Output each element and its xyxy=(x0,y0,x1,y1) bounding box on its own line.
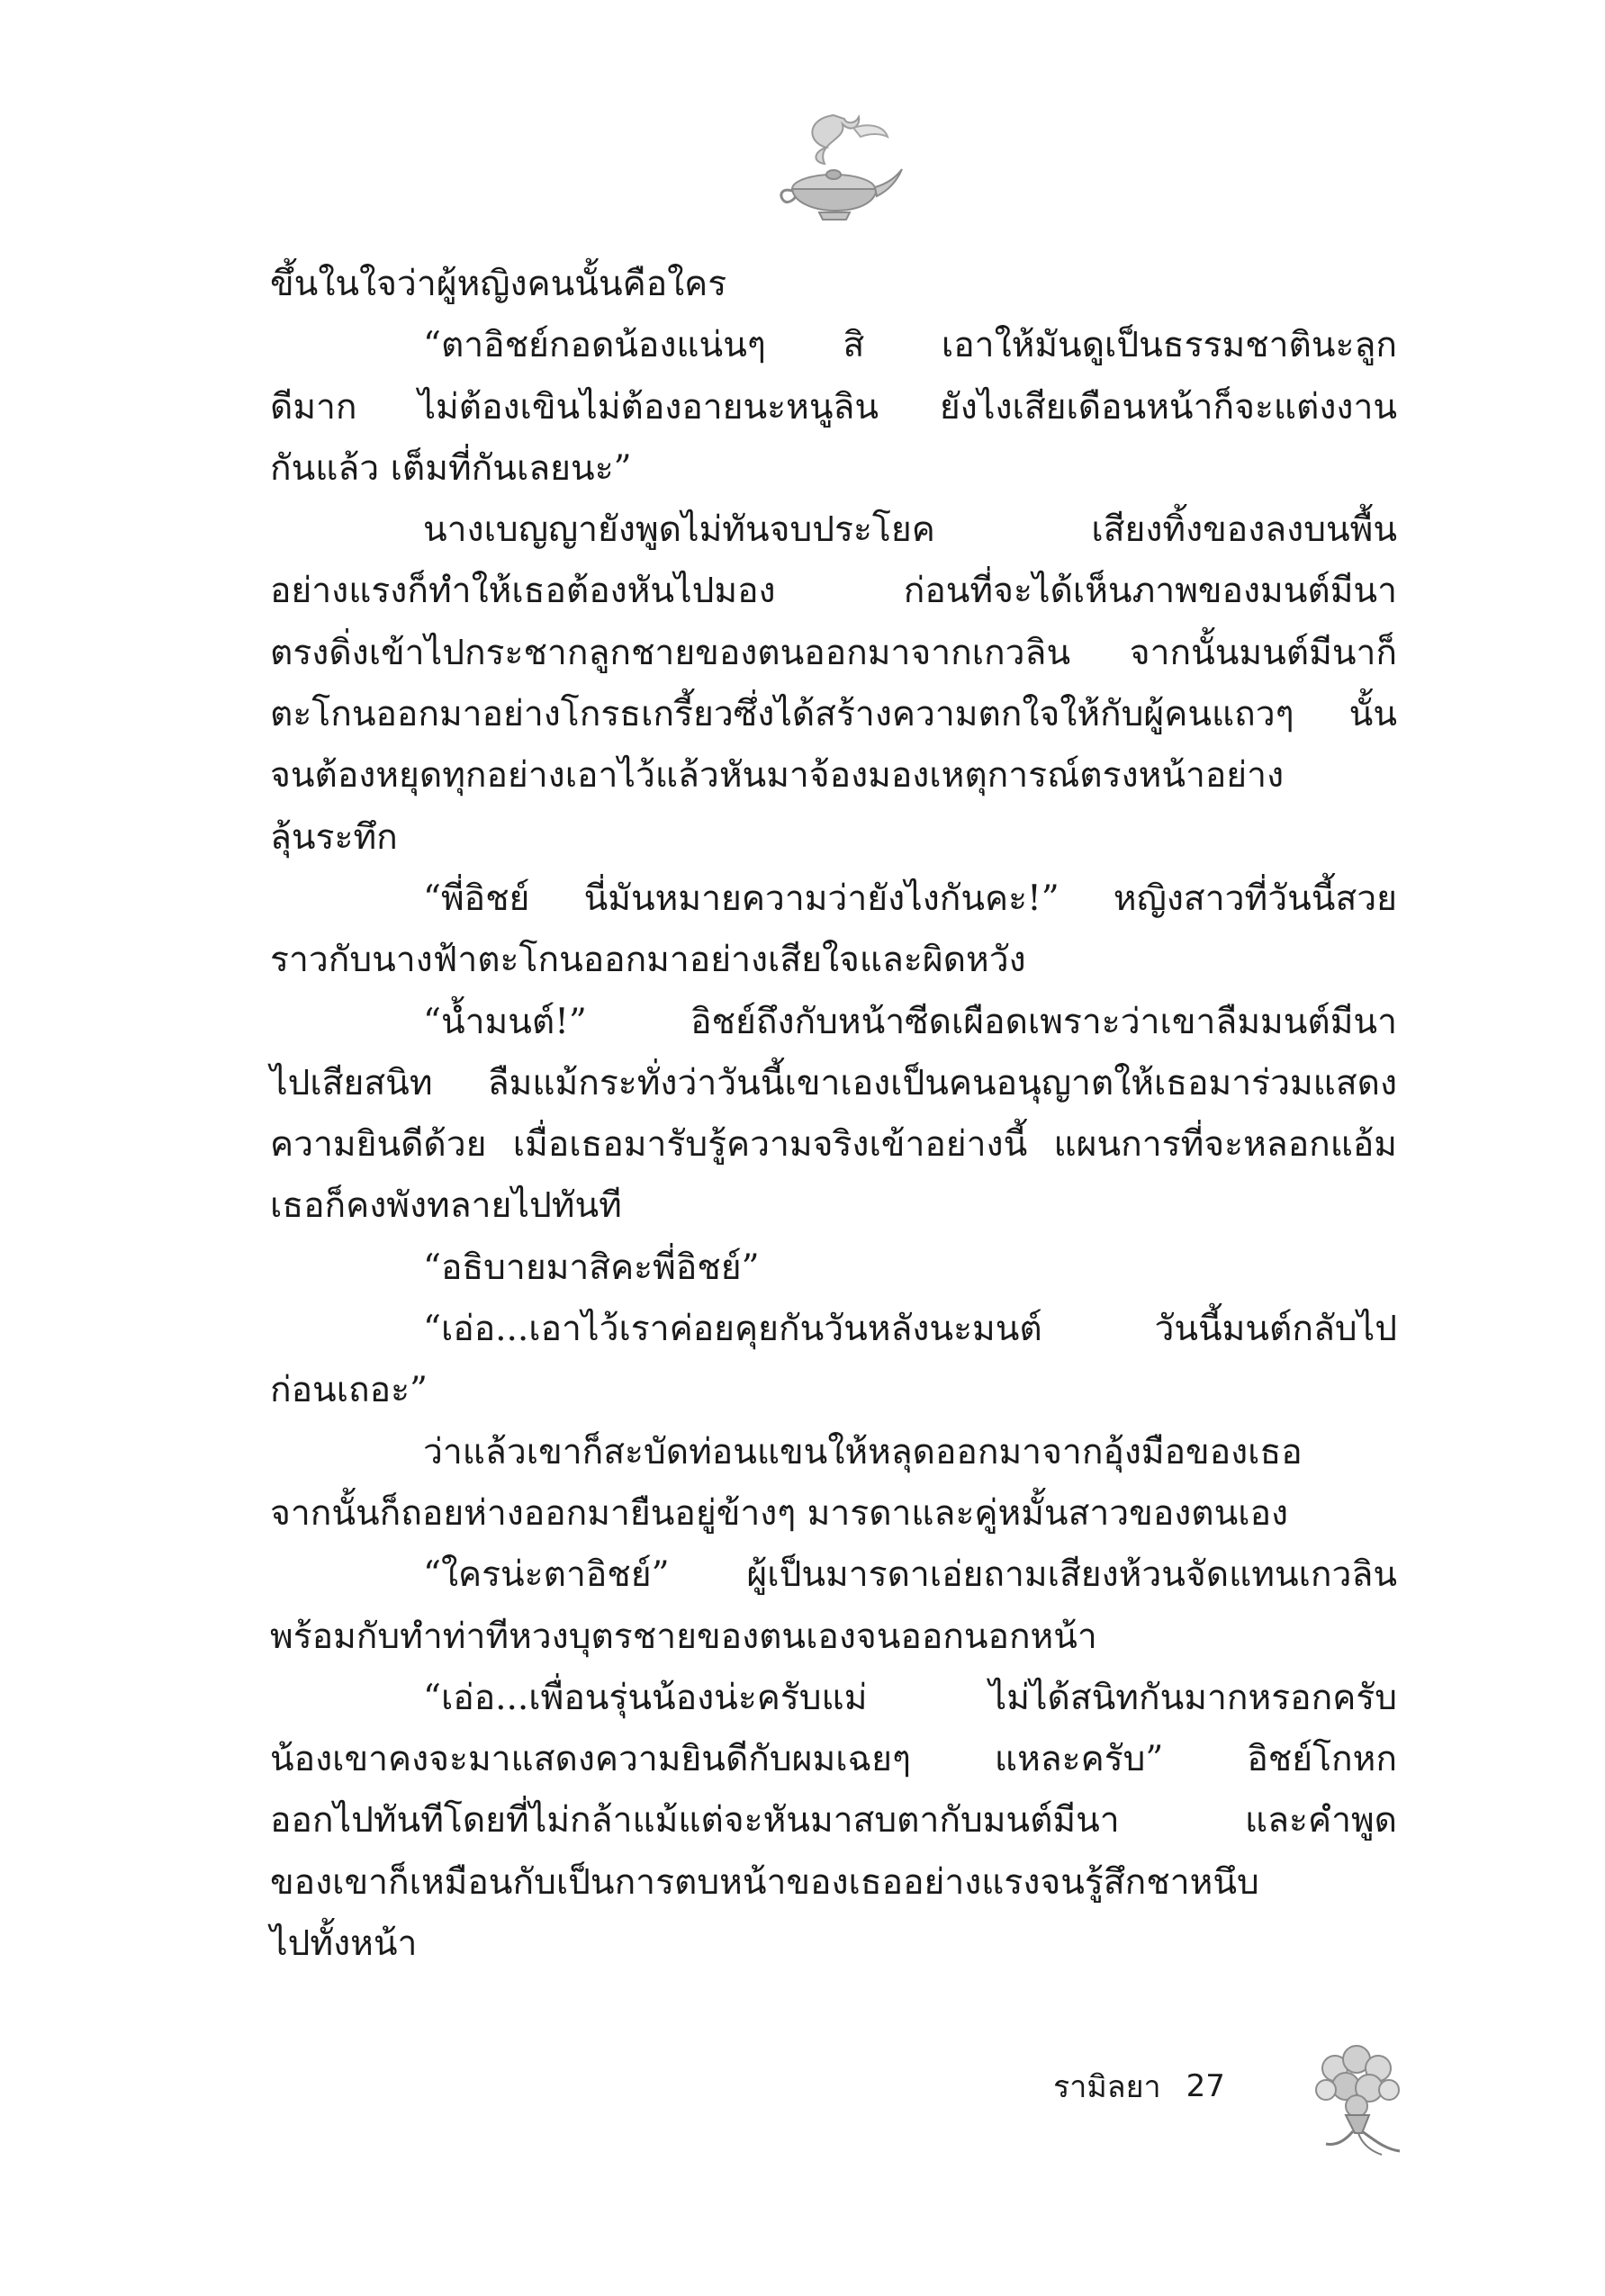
text-line: จากนั้นก็ถอยห่างออกมายืนอยู่ข้างๆ มารดาและคู่หมั้นสาวของตนเอง xyxy=(270,1492,1289,1534)
text-line: เธอก็คงพังทลายไปทันที xyxy=(270,1185,622,1227)
text-line: ราวกับนางฟ้าตะโกนออกมาอย่างเสียใจและผิดหวัง xyxy=(270,940,1026,981)
text-line: ตะโกนออกมาอย่างโกรธเกรี้ยวซึ่งได้สร้างความตกใจให้กับผู้คนแถวๆ นั้น xyxy=(270,694,1397,735)
text-line: จนต้องหยุดทุกอย่างเอาไว้แล้วหันมาจ้องมองเหตุการณ์ตรงหน้าอย่าง xyxy=(270,755,1285,797)
text-line: ลุ้นระทึก xyxy=(270,816,398,858)
page-number: 27 xyxy=(1186,2068,1225,2104)
text-line: ว่าแล้วเขาก็สะบัดท่อนแขนให้หลุดออกมาจากอุ้งมือของเธอ xyxy=(423,1431,1303,1472)
text-line: กันแล้ว เต็มที่กันเลยนะ” xyxy=(270,447,632,489)
text-line: “พี่อิชย์ นี่มันหมายความว่ายังไงกันคะ!” หญิงสาวที่วันนี้สวย xyxy=(423,878,1397,919)
text-line: น้องเขาคงจะมาแสดงความยินดีกับผมเฉยๆ แหละครับ” อิชย์โกหก xyxy=(270,1739,1397,1780)
text-line: ไปทั้งหน้า xyxy=(270,1923,418,1965)
book-title: รามิลยา xyxy=(1053,2069,1161,2105)
text-line: นางเบญญายังพูดไม่ทันจบประโยค เสียงทิ้งของลงบนพื้น xyxy=(423,509,1397,551)
text-line: ของเขาก็เหมือนกับเป็นการตบหน้าของเธออย่างแรงจนรู้สึกชาหนึบ xyxy=(270,1861,1259,1903)
text-line: ออกไปทันทีโดยที่ไม่กล้าแม้แต่จะหันมาสบตากับมนต์มีนา และคำพูด xyxy=(270,1800,1397,1841)
text-line: ไปเสียสนิท ลืมแม้กระทั่งว่าวันนี้เขาเองเป็นคนอนุญาตให้เธอมาร่วมแสดง xyxy=(270,1062,1397,1103)
genie-lamp-icon xyxy=(771,106,906,223)
page-footer xyxy=(1053,2059,1225,2113)
body-text xyxy=(270,254,1397,1975)
text-line: อย่างแรงก็ทำให้เธอต้องหันไปมอง ก่อนที่จะได้เห็นภาพของมนต์มีนา xyxy=(270,571,1397,612)
text-line: ความยินดีด้วย เมื่อเธอมารับรู้ความจริงเข้าอย่างนี้ แผนการที่จะหลอกแอ้ม xyxy=(270,1124,1397,1166)
text-line: “อธิบายมาสิคะพี่อิชย์” xyxy=(423,1247,760,1288)
flower-bouquet-icon xyxy=(1299,2032,1416,2158)
text-line: “ใครน่ะตาอิชย์” ผู้เป็นมารดาเอ่ยถามเสียงห้วนจัดแทนเกวลิน xyxy=(423,1554,1397,1596)
text-line: “เอ่อ...เอาไว้เราค่อยคุยกันวันหลังนะมนต์ วันนี้มนต์กลับไป xyxy=(423,1309,1397,1350)
text-line: ขึ้นในใจว่าผู้หญิงคนนั้นคือใคร xyxy=(270,264,727,304)
text-line: ดีมาก ไม่ต้องเขินไม่ต้องอายนะหนูลิน ยังไงเสียเดือนหน้าก็จะแต่งงาน xyxy=(270,386,1397,428)
text-line: ตรงดิ่งเข้าไปกระชากลูกชายของตนออกมาจากเกวลิน จากนั้นมนต์มีนาก็ xyxy=(270,632,1397,673)
text-line: พร้อมกับทำท่าทีหวงบุตรชายของตนเองจนออกนอกหน้า xyxy=(270,1616,1097,1657)
text-line: “ตาอิชย์กอดน้องแน่นๆ สิ เอาให้มันดูเป็นธรรมชาตินะลูก xyxy=(423,325,1397,366)
text-line: ก่อนเถอะ” xyxy=(270,1370,428,1411)
text-line: “น้ำมนต์!” อิชย์ถึงกับหน้าซีดเผือดเพราะว่าเขาลืมมนต์มีนา xyxy=(423,1001,1397,1042)
text-line: “เอ่อ...เพื่อนรุ่นน้องน่ะครับแม่ ไม่ได้สนิทกันมากหรอกครับ xyxy=(423,1677,1397,1718)
